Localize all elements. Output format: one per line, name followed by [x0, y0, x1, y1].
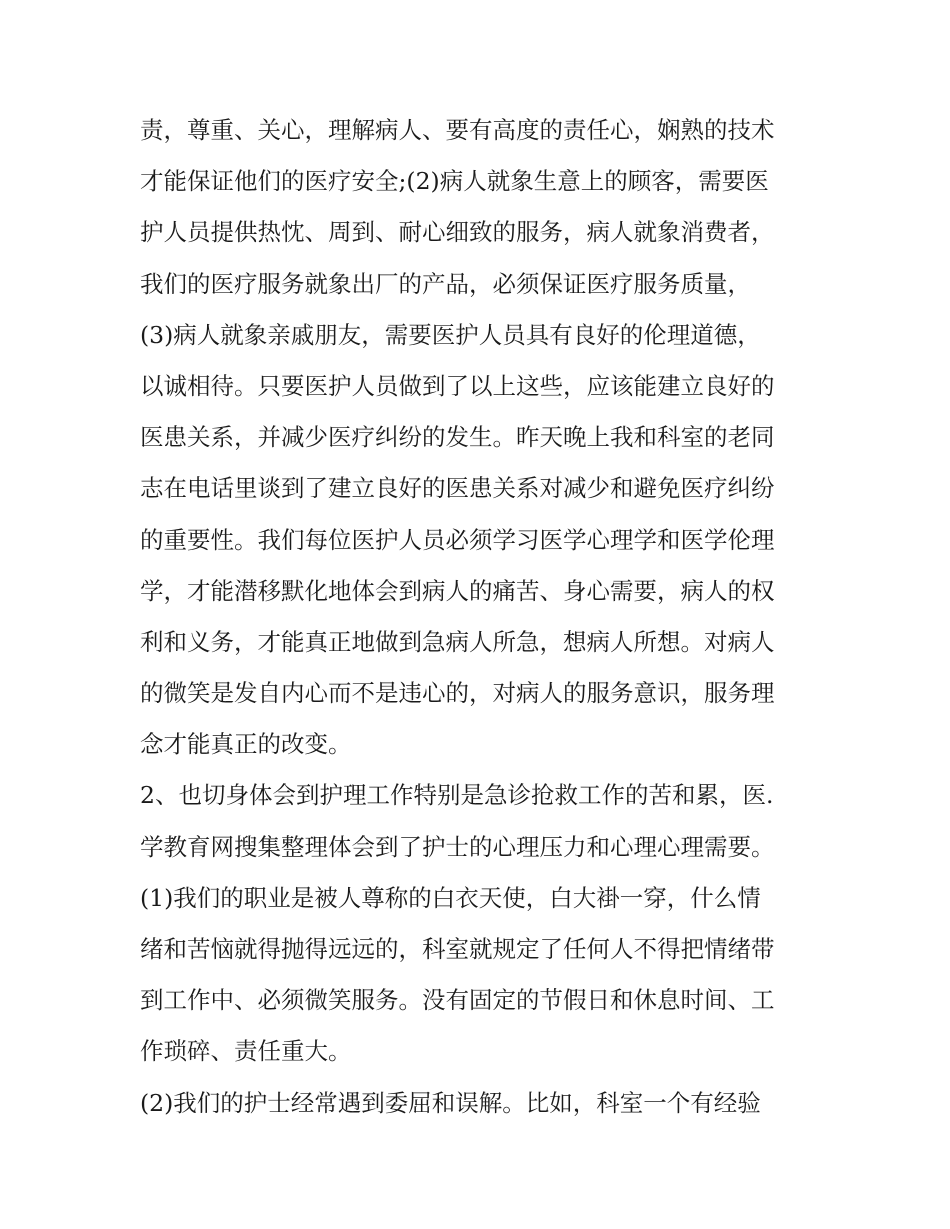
text-line: 责，尊重、关心，理解病人、要有高度的责任心，娴熟的技术 — [140, 116, 775, 144]
body-text — [140, 105, 820, 1129]
text-line: 到工作中、必须微笑服务。没有固定的节假日和休息时间、工 — [140, 986, 775, 1015]
text-line: 利和义务，才能真正地做到急病人所急，想病人所想。对病人 — [140, 627, 775, 656]
text-line: 的重要性。我们每位医护人员必须学习医学心理学和医学伦理 — [140, 525, 775, 554]
text-line: (1)我们的职业是被人尊称的白衣天使，白大褂一穿，什么情 — [140, 883, 761, 912]
text-line: 以诚相待。只要医护人员做到了以上这些，应该能建立良好的 — [140, 371, 775, 400]
text-line: 护人员提供热忱、周到、耐心细致的服务，病人就象消费者， — [140, 218, 775, 247]
text-line: 志在电话里谈到了建立良好的医患关系对减少和避免医疗纠纷 — [140, 474, 775, 503]
text-line: (3)病人就象亲戚朋友，需要医护人员具有良好的伦理道德， — [140, 320, 761, 349]
text-line: (2)我们的护士经常遇到委屈和误解。比如，科室一个有经验 — [140, 1088, 761, 1117]
text-line: 才能保证他们的医疗安全;(2)病人就象生意上的顾客，需要医 — [140, 167, 769, 196]
text-line: 绪和苦恼就得抛得远远的，科室就规定了任何人不得把情绪带 — [140, 935, 775, 963]
text-line: 念才能真正的改变。 — [140, 730, 352, 759]
text-line: 的微笑是发自内心而不是违心的，对病人的服务意识，服务理 — [140, 679, 775, 708]
text-line: 学教育网搜集整理体会到了护士的心理压力和心理心理需要。 — [140, 832, 775, 861]
text-line: 作琐碎、责任重大。 — [140, 1037, 352, 1066]
text-line: 医患关系，并减少医疗纠纷的发生。昨天晚上我和科室的老同 — [140, 423, 775, 452]
text-line: 学，才能潜移默化地体会到病人的痛苦、身心需要，病人的权 — [140, 576, 775, 605]
text-line: 我们的医疗服务就象出厂的产品，必须保证医疗服务质量， — [140, 269, 751, 298]
text-line: 2、也切身体会到护理工作特别是急诊抢救工作的苦和累，医. — [140, 781, 774, 810]
